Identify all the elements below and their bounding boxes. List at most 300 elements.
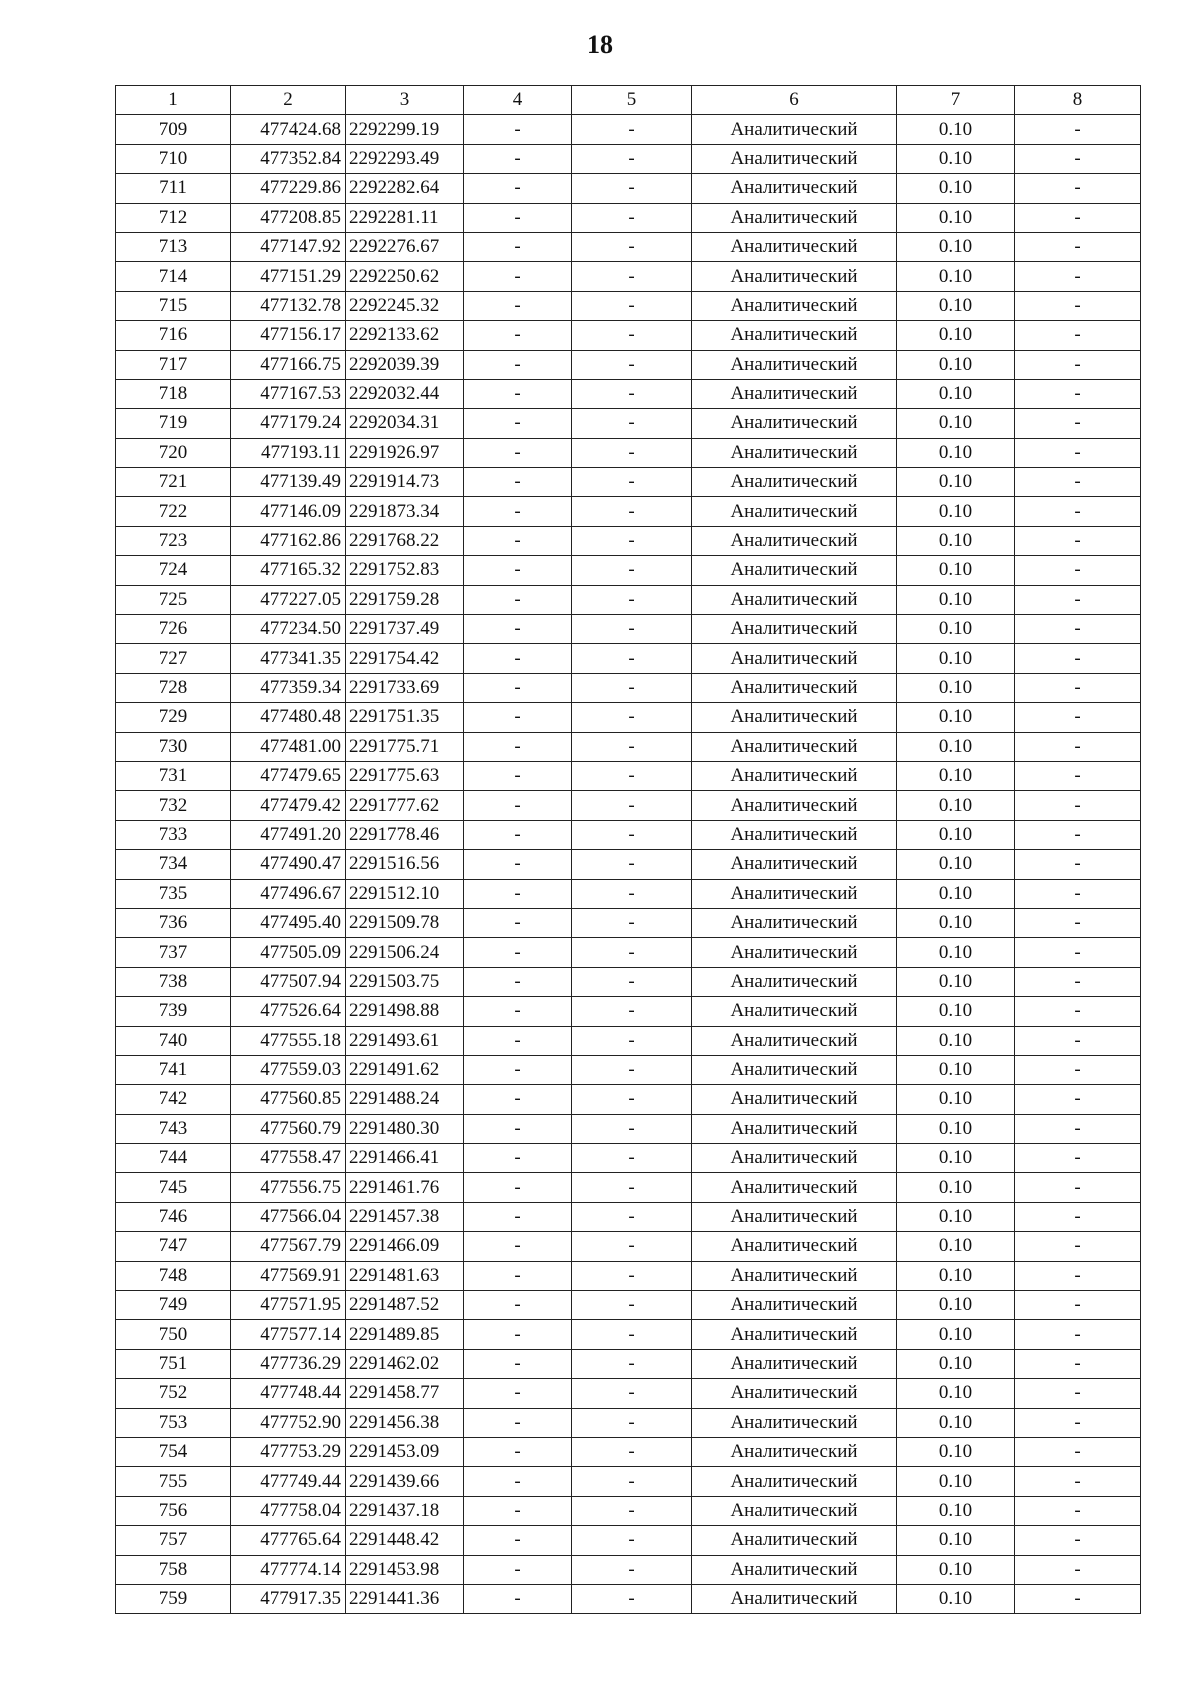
point-number-cell: 722 — [116, 497, 231, 526]
method-cell: Аналитический — [692, 291, 897, 320]
col5-cell: - — [572, 1232, 692, 1261]
col5-cell: - — [572, 1202, 692, 1231]
col5-cell: - — [572, 321, 692, 350]
method-cell: Аналитический — [692, 526, 897, 555]
point-number-cell: 744 — [116, 1144, 231, 1173]
method-cell: Аналитический — [692, 1555, 897, 1584]
col8-cell: - — [1015, 321, 1141, 350]
x-coordinate-cell: 477193.11 — [231, 438, 346, 467]
accuracy-cell: 0.10 — [897, 820, 1015, 849]
accuracy-cell: 0.10 — [897, 1291, 1015, 1320]
y-coordinate-cell: 2291873.34 — [346, 497, 464, 526]
point-number-cell: 715 — [116, 291, 231, 320]
method-cell: Аналитический — [692, 1085, 897, 1114]
column-header: 5 — [572, 86, 692, 115]
point-number-cell: 712 — [116, 203, 231, 232]
col8-cell: - — [1015, 1467, 1141, 1496]
x-coordinate-cell: 477352.84 — [231, 144, 346, 173]
table-row — [116, 908, 1141, 937]
col4-cell: - — [464, 615, 572, 644]
col5-cell: - — [572, 1584, 692, 1613]
point-number-cell: 751 — [116, 1349, 231, 1378]
col5-cell: - — [572, 1379, 692, 1408]
y-coordinate-cell: 2291487.52 — [346, 1291, 464, 1320]
y-coordinate-cell: 2292293.49 — [346, 144, 464, 173]
column-header: 8 — [1015, 86, 1141, 115]
col5-cell: - — [572, 967, 692, 996]
col5-cell: - — [572, 526, 692, 555]
accuracy-cell: 0.10 — [897, 1026, 1015, 1055]
y-coordinate-cell: 2291466.41 — [346, 1144, 464, 1173]
method-cell: Аналитический — [692, 997, 897, 1026]
point-number-cell: 719 — [116, 409, 231, 438]
table-row — [116, 673, 1141, 702]
col8-cell: - — [1015, 1526, 1141, 1555]
col5-cell: - — [572, 1467, 692, 1496]
accuracy-cell: 0.10 — [897, 468, 1015, 497]
y-coordinate-cell: 2292245.32 — [346, 291, 464, 320]
col5-cell: - — [572, 1408, 692, 1437]
accuracy-cell: 0.10 — [897, 262, 1015, 291]
col4-cell: - — [464, 908, 572, 937]
point-number-cell: 754 — [116, 1437, 231, 1466]
x-coordinate-cell: 477753.29 — [231, 1437, 346, 1466]
method-cell: Аналитический — [692, 1202, 897, 1231]
point-number-cell: 733 — [116, 820, 231, 849]
col5-cell: - — [572, 820, 692, 849]
accuracy-cell: 0.10 — [897, 1496, 1015, 1525]
col4-cell: - — [464, 1114, 572, 1143]
accuracy-cell: 0.10 — [897, 1055, 1015, 1084]
x-coordinate-cell: 477507.94 — [231, 967, 346, 996]
col8-cell: - — [1015, 703, 1141, 732]
col8-cell: - — [1015, 1496, 1141, 1525]
col5-cell: - — [572, 703, 692, 732]
point-number-cell: 720 — [116, 438, 231, 467]
col4-cell: - — [464, 879, 572, 908]
table-row — [116, 644, 1141, 673]
col5-cell: - — [572, 409, 692, 438]
point-number-cell: 718 — [116, 379, 231, 408]
method-cell: Аналитический — [692, 350, 897, 379]
col8-cell: - — [1015, 438, 1141, 467]
point-number-cell: 732 — [116, 791, 231, 820]
method-cell: Аналитический — [692, 938, 897, 967]
col5-cell: - — [572, 379, 692, 408]
table-row — [116, 1408, 1141, 1437]
table-row — [116, 1114, 1141, 1143]
col4-cell: - — [464, 1320, 572, 1349]
table-row — [116, 791, 1141, 820]
x-coordinate-cell: 477208.85 — [231, 203, 346, 232]
y-coordinate-cell: 2291441.36 — [346, 1584, 464, 1613]
point-number-cell: 750 — [116, 1320, 231, 1349]
point-number-cell: 736 — [116, 908, 231, 937]
col5-cell: - — [572, 1437, 692, 1466]
col5-cell: - — [572, 1555, 692, 1584]
col5-cell: - — [572, 556, 692, 585]
y-coordinate-cell: 2292034.31 — [346, 409, 464, 438]
x-coordinate-cell: 477146.09 — [231, 497, 346, 526]
column-header: 6 — [692, 86, 897, 115]
column-header: 2 — [231, 86, 346, 115]
col4-cell: - — [464, 1144, 572, 1173]
accuracy-cell: 0.10 — [897, 379, 1015, 408]
table-row — [116, 1291, 1141, 1320]
col8-cell: - — [1015, 1291, 1141, 1320]
table-row — [116, 438, 1141, 467]
accuracy-cell: 0.10 — [897, 997, 1015, 1026]
table-row — [116, 232, 1141, 261]
x-coordinate-cell: 477179.24 — [231, 409, 346, 438]
table-row — [116, 1144, 1141, 1173]
point-number-cell: 726 — [116, 615, 231, 644]
y-coordinate-cell: 2291775.63 — [346, 761, 464, 790]
x-coordinate-cell: 477560.85 — [231, 1085, 346, 1114]
accuracy-cell: 0.10 — [897, 644, 1015, 673]
table-row — [116, 585, 1141, 614]
col8-cell: - — [1015, 820, 1141, 849]
y-coordinate-cell: 2291512.10 — [346, 879, 464, 908]
method-cell: Аналитический — [692, 321, 897, 350]
accuracy-cell: 0.10 — [897, 703, 1015, 732]
col5-cell: - — [572, 1026, 692, 1055]
col8-cell: - — [1015, 115, 1141, 144]
table-row — [116, 1085, 1141, 1114]
table-row — [116, 468, 1141, 497]
method-cell: Аналитический — [692, 1320, 897, 1349]
x-coordinate-cell: 477567.79 — [231, 1232, 346, 1261]
method-cell: Аналитический — [692, 1496, 897, 1525]
point-number-cell: 759 — [116, 1584, 231, 1613]
point-number-cell: 755 — [116, 1467, 231, 1496]
col5-cell: - — [572, 115, 692, 144]
x-coordinate-cell: 477139.49 — [231, 468, 346, 497]
x-coordinate-cell: 477167.53 — [231, 379, 346, 408]
method-cell: Аналитический — [692, 144, 897, 173]
col8-cell: - — [1015, 908, 1141, 937]
accuracy-cell: 0.10 — [897, 1085, 1015, 1114]
y-coordinate-cell: 2291489.85 — [346, 1320, 464, 1349]
col4-cell: - — [464, 703, 572, 732]
x-coordinate-cell: 477577.14 — [231, 1320, 346, 1349]
col4-cell: - — [464, 1055, 572, 1084]
table-row — [116, 1320, 1141, 1349]
point-number-cell: 745 — [116, 1173, 231, 1202]
col8-cell: - — [1015, 497, 1141, 526]
table-row — [116, 938, 1141, 967]
x-coordinate-cell: 477558.47 — [231, 1144, 346, 1173]
col8-cell: - — [1015, 262, 1141, 291]
accuracy-cell: 0.10 — [897, 321, 1015, 350]
point-number-cell: 724 — [116, 556, 231, 585]
table-row — [116, 1261, 1141, 1290]
col8-cell: - — [1015, 1114, 1141, 1143]
method-cell: Аналитический — [692, 497, 897, 526]
accuracy-cell: 0.10 — [897, 115, 1015, 144]
x-coordinate-cell: 477480.48 — [231, 703, 346, 732]
col8-cell: - — [1015, 644, 1141, 673]
point-number-cell: 752 — [116, 1379, 231, 1408]
x-coordinate-cell: 477151.29 — [231, 262, 346, 291]
col5-cell: - — [572, 850, 692, 879]
x-coordinate-cell: 477424.68 — [231, 115, 346, 144]
point-number-cell: 749 — [116, 1291, 231, 1320]
x-coordinate-cell: 477490.47 — [231, 850, 346, 879]
col4-cell: - — [464, 1437, 572, 1466]
col4-cell: - — [464, 938, 572, 967]
y-coordinate-cell: 2291509.78 — [346, 908, 464, 937]
x-coordinate-cell: 477571.95 — [231, 1291, 346, 1320]
point-number-cell: 741 — [116, 1055, 231, 1084]
table-header — [116, 86, 1141, 115]
col5-cell: - — [572, 232, 692, 261]
table-row — [116, 1496, 1141, 1525]
col4-cell: - — [464, 1555, 572, 1584]
table-row — [116, 409, 1141, 438]
table-row — [116, 1026, 1141, 1055]
col4-cell: - — [464, 291, 572, 320]
y-coordinate-cell: 2291914.73 — [346, 468, 464, 497]
accuracy-cell: 0.10 — [897, 1320, 1015, 1349]
x-coordinate-cell: 477479.42 — [231, 791, 346, 820]
col4-cell: - — [464, 997, 572, 1026]
accuracy-cell: 0.10 — [897, 1144, 1015, 1173]
accuracy-cell: 0.10 — [897, 1379, 1015, 1408]
accuracy-cell: 0.10 — [897, 1526, 1015, 1555]
col8-cell: - — [1015, 791, 1141, 820]
table-row — [116, 850, 1141, 879]
col5-cell: - — [572, 350, 692, 379]
col5-cell: - — [572, 438, 692, 467]
x-coordinate-cell: 477560.79 — [231, 1114, 346, 1143]
accuracy-cell: 0.10 — [897, 1202, 1015, 1231]
x-coordinate-cell: 477752.90 — [231, 1408, 346, 1437]
method-cell: Аналитический — [692, 1173, 897, 1202]
method-cell: Аналитический — [692, 1055, 897, 1084]
col8-cell: - — [1015, 585, 1141, 614]
col4-cell: - — [464, 1496, 572, 1525]
column-header: 7 — [897, 86, 1015, 115]
accuracy-cell: 0.10 — [897, 232, 1015, 261]
accuracy-cell: 0.10 — [897, 438, 1015, 467]
x-coordinate-cell: 477748.44 — [231, 1379, 346, 1408]
accuracy-cell: 0.10 — [897, 291, 1015, 320]
point-number-cell: 723 — [116, 526, 231, 555]
point-number-cell: 721 — [116, 468, 231, 497]
x-coordinate-cell: 477566.04 — [231, 1202, 346, 1231]
table-row — [116, 732, 1141, 761]
x-coordinate-cell: 477569.91 — [231, 1261, 346, 1290]
accuracy-cell: 0.10 — [897, 144, 1015, 173]
point-number-cell: 735 — [116, 879, 231, 908]
y-coordinate-cell: 2291480.30 — [346, 1114, 464, 1143]
accuracy-cell: 0.10 — [897, 1114, 1015, 1143]
point-number-cell: 757 — [116, 1526, 231, 1555]
point-number-cell: 739 — [116, 997, 231, 1026]
x-coordinate-cell: 477917.35 — [231, 1584, 346, 1613]
method-cell: Аналитический — [692, 908, 897, 937]
col8-cell: - — [1015, 291, 1141, 320]
point-number-cell: 738 — [116, 967, 231, 996]
col8-cell: - — [1015, 203, 1141, 232]
method-cell: Аналитический — [692, 879, 897, 908]
method-cell: Аналитический — [692, 1584, 897, 1613]
col8-cell: - — [1015, 879, 1141, 908]
method-cell: Аналитический — [692, 967, 897, 996]
col4-cell: - — [464, 379, 572, 408]
x-coordinate-cell: 477559.03 — [231, 1055, 346, 1084]
accuracy-cell: 0.10 — [897, 732, 1015, 761]
point-number-cell: 713 — [116, 232, 231, 261]
accuracy-cell: 0.10 — [897, 850, 1015, 879]
col5-cell: - — [572, 761, 692, 790]
table-row — [116, 1173, 1141, 1202]
accuracy-cell: 0.10 — [897, 1584, 1015, 1613]
col4-cell: - — [464, 144, 572, 173]
col4-cell: - — [464, 585, 572, 614]
col4-cell: - — [464, 732, 572, 761]
col8-cell: - — [1015, 174, 1141, 203]
point-number-cell: 742 — [116, 1085, 231, 1114]
x-coordinate-cell: 477234.50 — [231, 615, 346, 644]
x-coordinate-cell: 477229.86 — [231, 174, 346, 203]
table-row — [116, 144, 1141, 173]
table-row — [116, 879, 1141, 908]
method-cell: Аналитический — [692, 468, 897, 497]
col8-cell: - — [1015, 938, 1141, 967]
table-row — [116, 556, 1141, 585]
table-row — [116, 1232, 1141, 1261]
accuracy-cell: 0.10 — [897, 203, 1015, 232]
table-row — [116, 997, 1141, 1026]
col5-cell: - — [572, 1320, 692, 1349]
col5-cell: - — [572, 262, 692, 291]
y-coordinate-cell: 2291453.09 — [346, 1437, 464, 1466]
col5-cell: - — [572, 1261, 692, 1290]
col4-cell: - — [464, 1202, 572, 1231]
col5-cell: - — [572, 585, 692, 614]
table-row — [116, 615, 1141, 644]
y-coordinate-cell: 2292032.44 — [346, 379, 464, 408]
column-header: 3 — [346, 86, 464, 115]
col5-cell: - — [572, 644, 692, 673]
x-coordinate-cell: 477227.05 — [231, 585, 346, 614]
x-coordinate-cell: 477162.86 — [231, 526, 346, 555]
col4-cell: - — [464, 820, 572, 849]
accuracy-cell: 0.10 — [897, 556, 1015, 585]
col8-cell: - — [1015, 1026, 1141, 1055]
y-coordinate-cell: 2292282.64 — [346, 174, 464, 203]
method-cell: Аналитический — [692, 203, 897, 232]
y-coordinate-cell: 2291778.46 — [346, 820, 464, 849]
point-number-cell: 731 — [116, 761, 231, 790]
y-coordinate-cell: 2291777.62 — [346, 791, 464, 820]
col8-cell: - — [1015, 732, 1141, 761]
x-coordinate-cell: 477341.35 — [231, 644, 346, 673]
col5-cell: - — [572, 203, 692, 232]
col4-cell: - — [464, 1467, 572, 1496]
table-row — [116, 1202, 1141, 1231]
point-number-cell: 743 — [116, 1114, 231, 1143]
x-coordinate-cell: 477505.09 — [231, 938, 346, 967]
y-coordinate-cell: 2291437.18 — [346, 1496, 464, 1525]
x-coordinate-cell: 477479.65 — [231, 761, 346, 790]
method-cell: Аналитический — [692, 820, 897, 849]
col4-cell: - — [464, 556, 572, 585]
col5-cell: - — [572, 791, 692, 820]
col5-cell: - — [572, 1349, 692, 1378]
y-coordinate-cell: 2292276.67 — [346, 232, 464, 261]
col4-cell: - — [464, 526, 572, 555]
y-coordinate-cell: 2291457.38 — [346, 1202, 464, 1231]
y-coordinate-cell: 2291448.42 — [346, 1526, 464, 1555]
y-coordinate-cell: 2291453.98 — [346, 1555, 464, 1584]
col5-cell: - — [572, 1526, 692, 1555]
accuracy-cell: 0.10 — [897, 526, 1015, 555]
col8-cell: - — [1015, 1261, 1141, 1290]
accuracy-cell: 0.10 — [897, 350, 1015, 379]
method-cell: Аналитический — [692, 1291, 897, 1320]
method-cell: Аналитический — [692, 1144, 897, 1173]
table-row — [116, 321, 1141, 350]
y-coordinate-cell: 2291439.66 — [346, 1467, 464, 1496]
method-cell: Аналитический — [692, 1526, 897, 1555]
x-coordinate-cell: 477765.64 — [231, 1526, 346, 1555]
x-coordinate-cell: 477147.92 — [231, 232, 346, 261]
col8-cell: - — [1015, 673, 1141, 702]
method-cell: Аналитический — [692, 262, 897, 291]
col5-cell: - — [572, 732, 692, 761]
y-coordinate-cell: 2292250.62 — [346, 262, 464, 291]
y-coordinate-cell: 2291456.38 — [346, 1408, 464, 1437]
table-row — [116, 967, 1141, 996]
accuracy-cell: 0.10 — [897, 1437, 1015, 1466]
col8-cell: - — [1015, 1202, 1141, 1231]
col4-cell: - — [464, 1232, 572, 1261]
table-row — [116, 350, 1141, 379]
y-coordinate-cell: 2291481.63 — [346, 1261, 464, 1290]
method-cell: Аналитический — [692, 1467, 897, 1496]
col4-cell: - — [464, 1085, 572, 1114]
y-coordinate-cell: 2292281.11 — [346, 203, 464, 232]
col4-cell: - — [464, 1261, 572, 1290]
accuracy-cell: 0.10 — [897, 1408, 1015, 1437]
accuracy-cell: 0.10 — [897, 938, 1015, 967]
col8-cell: - — [1015, 379, 1141, 408]
y-coordinate-cell: 2291458.77 — [346, 1379, 464, 1408]
table-body — [116, 115, 1141, 1614]
col4-cell: - — [464, 1408, 572, 1437]
y-coordinate-cell: 2291768.22 — [346, 526, 464, 555]
col8-cell: - — [1015, 232, 1141, 261]
col4-cell: - — [464, 321, 572, 350]
col5-cell: - — [572, 1085, 692, 1114]
col5-cell: - — [572, 291, 692, 320]
col5-cell: - — [572, 174, 692, 203]
y-coordinate-cell: 2292133.62 — [346, 321, 464, 350]
col4-cell: - — [464, 1173, 572, 1202]
accuracy-cell: 0.10 — [897, 1261, 1015, 1290]
x-coordinate-cell: 477736.29 — [231, 1349, 346, 1378]
x-coordinate-cell: 477495.40 — [231, 908, 346, 937]
method-cell: Аналитический — [692, 615, 897, 644]
method-cell: Аналитический — [692, 115, 897, 144]
y-coordinate-cell: 2291751.35 — [346, 703, 464, 732]
point-number-cell: 725 — [116, 585, 231, 614]
x-coordinate-cell: 477555.18 — [231, 1026, 346, 1055]
method-cell: Аналитический — [692, 703, 897, 732]
